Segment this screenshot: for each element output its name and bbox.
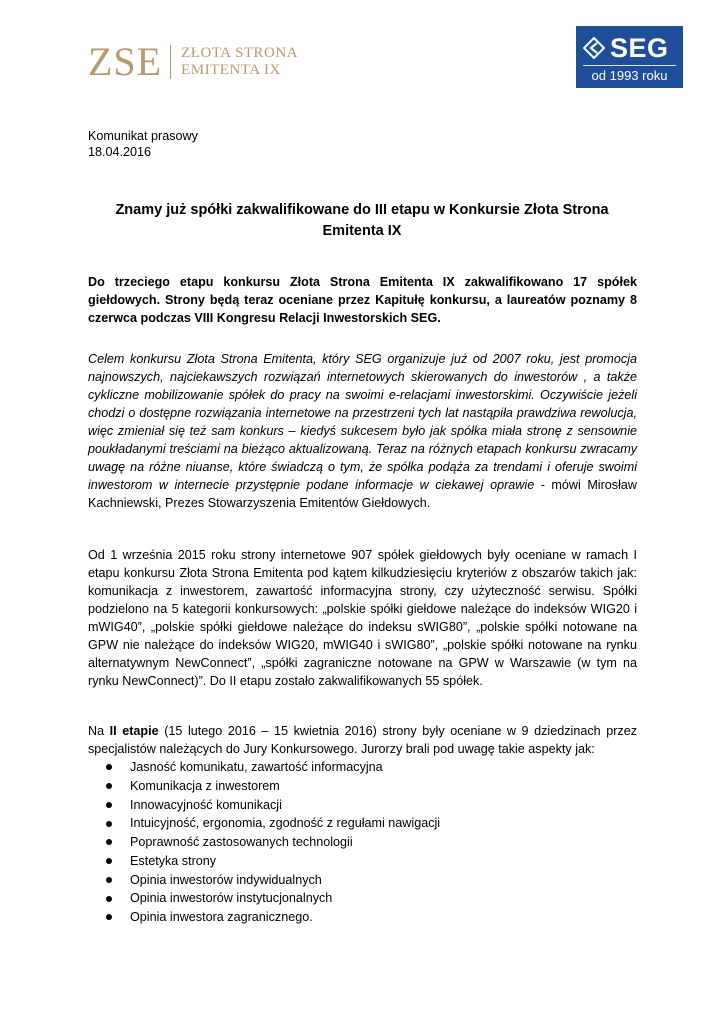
seg-logo-divider [583,65,676,66]
list-item-text: Estetyka strony [130,853,217,868]
list-item-text: Opinia inwestora zagranicznego. [130,910,313,924]
zse-logo-text [181,45,298,79]
seg-diamond-icon [583,37,605,59]
list-item-text: Intuicyjność, ergonomia, zgodność z regułami nawigacji [130,816,441,831]
bullet-icon [106,821,112,827]
bullet-icon [106,858,112,864]
quote-paragraph [88,350,637,512]
bullet-icon [106,783,112,789]
stage-one-paragraph: Od 1 września 2015 roku strony internetowe 907 spółek giełdowych były oceniane w ramach I etapu konkursu Złota Strona Emitenta pod kątem kilkudziesięciu kryteriów z obszarów takich jak: komunikacja z inwestorem, zawartość informacyjna strony, czy użyteczność serwisu. Spółki podzielono na 5 kategorii konkursowych: „polskie spółki giełdowe należące do indeksów WIG20 i mWIG40”, „polskie spółki giełdowe należące do indeksu sWIG80”, „polskie spółki notowane na GPW nie należące do indeksów WIG20, mWIG40 i sWIG80”, „polskie spółki notowane na rynku alternatywnym NewConnect”, „spółki zagraniczne notowane na GPW w Warszawie (w tym na rynku NewConnect)”. Do II etapu zostało zakwalifikowanych 55 spółek. [88,548,637,688]
list-item-text: Jasność komunikatu, zawartość informacyjna [130,760,383,774]
list-item [106,852,636,871]
list-item [106,758,636,777]
stage-two-prefix: Na [88,724,110,738]
list-item-text: Innowacyjność komunikacji [130,797,282,812]
list-item [106,889,636,908]
stage-two-bold: II etapie [109,724,159,738]
list-item [106,796,636,815]
list-item [106,814,636,833]
quote-attribution: - mówi Mirosław Kachniewski, Prezes Stowarzyszenia Emitentów Giełdowych. [88,478,637,510]
bullet-icon [106,896,112,902]
press-release-meta [88,128,198,160]
seg-logo-subtitle: od 1993 roku [591,68,668,83]
zse-logo-line2: EMITENTA IX [181,62,281,78]
list-item-text: Opinia inwestorów instytucjonalnych [130,891,333,906]
title-line1: Znamy już spółki zakwalifikowane do III etapu w Konkursie Złota Strona [115,202,609,218]
zse-logo-line1: ZŁOTA STRONA [181,45,299,61]
zse-logo-mark: ZSE [88,39,163,84]
lead-paragraph: Do trzeciego etapu konkursu Złota Strona Emitenta IX zakwalifikowano 17 spółek giełdowych. Strony będą teraz oceniane przez Kapitułę konkursu, a laureatów poznamy 8 czerwca podczas VIII Kongresu Relacji Inwestorskich SEG. [88,275,637,325]
list-item-text: Komunikacja z inwestorem [130,778,280,793]
bullet-icon [106,802,112,808]
bullet-icon [106,839,112,845]
list-item-text: Opinia inwestorów indywidualnych [130,872,322,887]
list-item [106,833,636,852]
stage-two-paragraph [88,722,637,758]
seg-logo-name: SEG [610,33,669,63]
stage-two-rest: (15 lutego 2016 – 15 kwietnia 2016) strony były oceniane w 9 dziedzinach przez specjalistów należących do Jury Konkursowego. Jurorzy brali pod uwagę takie aspekty jak: [88,724,637,756]
list-item-text: Poprawność zastosowanych technologii [130,835,353,849]
list-item [106,908,636,927]
seg-logo [576,26,683,88]
criteria-list [106,758,636,927]
list-item [106,871,636,890]
document-type: Komunikat prasowy [88,129,198,143]
quote-text: Celem konkursu Złota Strona Emitenta, który SEG organizuje już od 2007 roku, jest promocja najnowszych, najciekawszych rozwiązań internetowych skierowanych do inwestorów , a także cykliczne mobilizowanie spółek do pracy na swoimi e-relacjami inwestorskimi. Oczywiście jeżeli chodzi o dostępne rozwiązania internetowe na przestrzeni tych lat nastąpiła prawdziwa rewolucja, więc zmieniał się też sam konkurs – kiedyś sukcesem było jak spółka miała stronę z sensownie poukładanymi treściami na bieżąco aktualizowaną. Teraz na różnych etapach konkursu zwracamy uwagę na różne niuanse, które świadczą o tym, że spółka podąża za trendami i oferuje swoimi inwestorom w internecie przystępnie podane informacje w ciekawej oprawie [88,352,637,492]
bullet-icon [106,877,112,883]
page-title [88,200,636,242]
zse-logo-divider [170,45,171,79]
title-line2: Emitenta IX [322,223,402,239]
bullet-icon [106,764,112,770]
document-date: 18.04.2016 [88,145,152,159]
list-item [106,777,636,796]
bullet-icon [106,914,112,920]
zse-logo [88,40,298,84]
